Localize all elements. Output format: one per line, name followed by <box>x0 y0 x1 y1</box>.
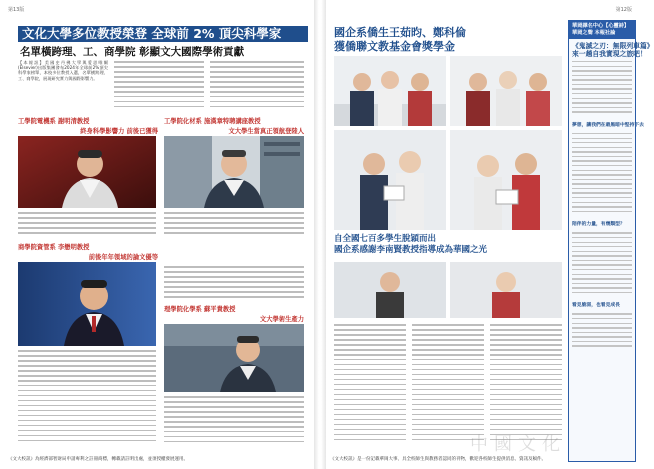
article-subtitle-line: 國企系感謝李南賢教授指導成為華國之光 <box>334 245 488 255</box>
left-page <box>4 4 315 465</box>
sidebar-header-line: 華岡之聲 本報社論 <box>572 30 616 36</box>
profile-caption: 商學院資管系 李懋明教授 <box>18 244 90 251</box>
body-column <box>18 350 156 446</box>
article-title-line: 國企系僑生王茹昀、鄭科倫 <box>334 26 466 39</box>
footer-note: 《文大校訊》是一份記載華岡大事、具全校師生與教務者認同的刊物，歡迎各校師生提供消息、資訊及稿件。 <box>330 457 546 462</box>
sidebar-column <box>568 20 654 462</box>
article-title-line: 獲僑聯文教基金會獎學金 <box>334 40 455 53</box>
profile-caption: 工學院電機系 謝明清教授 <box>18 118 90 125</box>
right-page <box>326 4 654 465</box>
award-photo <box>334 130 446 230</box>
headline: 文化大學多位教授榮登 全球前 2% 頂尖科學家 <box>18 26 308 42</box>
group-photo <box>334 56 446 126</box>
sidebar-text <box>569 130 635 218</box>
footer-note: 《文大校訊》為經濟部智財局申請專利之註冊商標，轉載請註明出處，並須授權發展運用。 <box>8 457 188 462</box>
body-column <box>114 61 204 111</box>
body-column <box>490 324 562 444</box>
article-subtitle-line: 自全國七百多學生脫穎而出 <box>334 234 437 244</box>
body-column <box>412 324 484 444</box>
article-subtitle <box>334 234 562 256</box>
sidebar-section-heading: 陪伴的力量，有幾類型？ <box>572 222 625 228</box>
professor-photo <box>164 136 304 208</box>
body-column <box>18 212 156 238</box>
profile-caption: 工學院化材系 施漢章特聘講座教授 <box>164 118 261 125</box>
profile-caption: 前後年年領域的論文優等 <box>88 254 158 261</box>
sidebar-header-line: 華岡譯名中心【心靈詩】 <box>572 23 630 29</box>
body-column <box>334 324 406 444</box>
student-photo <box>450 262 562 318</box>
group-photo <box>450 56 562 126</box>
body-column <box>210 61 304 111</box>
sidebar-title <box>569 39 654 58</box>
subheadline: 名單橫跨理、工、商學院 彰顯文大國際學術貢獻 <box>20 46 245 58</box>
sidebar-section-heading: 看見脆弱，也看見成長 <box>572 303 620 309</box>
award-photo <box>450 130 562 230</box>
profile-caption: 理學院化學系 蘇平貴教授 <box>164 306 236 313</box>
page-number: 第12版 <box>615 7 632 13</box>
student-photo <box>334 262 446 318</box>
page-gutter <box>314 0 326 469</box>
sidebar-text <box>569 58 635 119</box>
sidebar-title-line: 《鬼滅之刃：無限列車篇》 <box>572 42 654 50</box>
body-column <box>164 396 304 446</box>
sidebar-text <box>569 310 635 353</box>
body-column <box>164 266 304 300</box>
professor-photo <box>18 136 156 208</box>
intro-text: 【本報訊】美國史丹佛大學與愛思唯爾(Elsevier)出版集團發布2024年全球前2%頂尖科學家榜單，本校多位教授入選，名單橫跨理、工、商學院，展現研究實力與國際影響力。 <box>18 60 108 81</box>
sidebar-header <box>569 21 635 39</box>
professor-photo <box>164 324 304 392</box>
sidebar-title-line: 來一趟自我實現之旅吧！ <box>572 50 647 58</box>
profile-caption: 文大學術生產力 <box>259 316 304 323</box>
profile-caption: 文大學生當真正領航登陸人 <box>228 128 304 135</box>
page-number: 第13版 <box>8 7 25 13</box>
sidebar-section-heading: 夢想，讓我們在最黑暗中堅持下去 <box>572 122 644 128</box>
body-column <box>164 212 304 238</box>
article-title <box>334 26 562 54</box>
watermark: 中國文化 <box>470 434 566 455</box>
profile-caption: 終身科學影響力 前後已獲得 <box>80 128 158 135</box>
professor-photo <box>18 262 156 346</box>
sidebar-text <box>569 229 635 299</box>
